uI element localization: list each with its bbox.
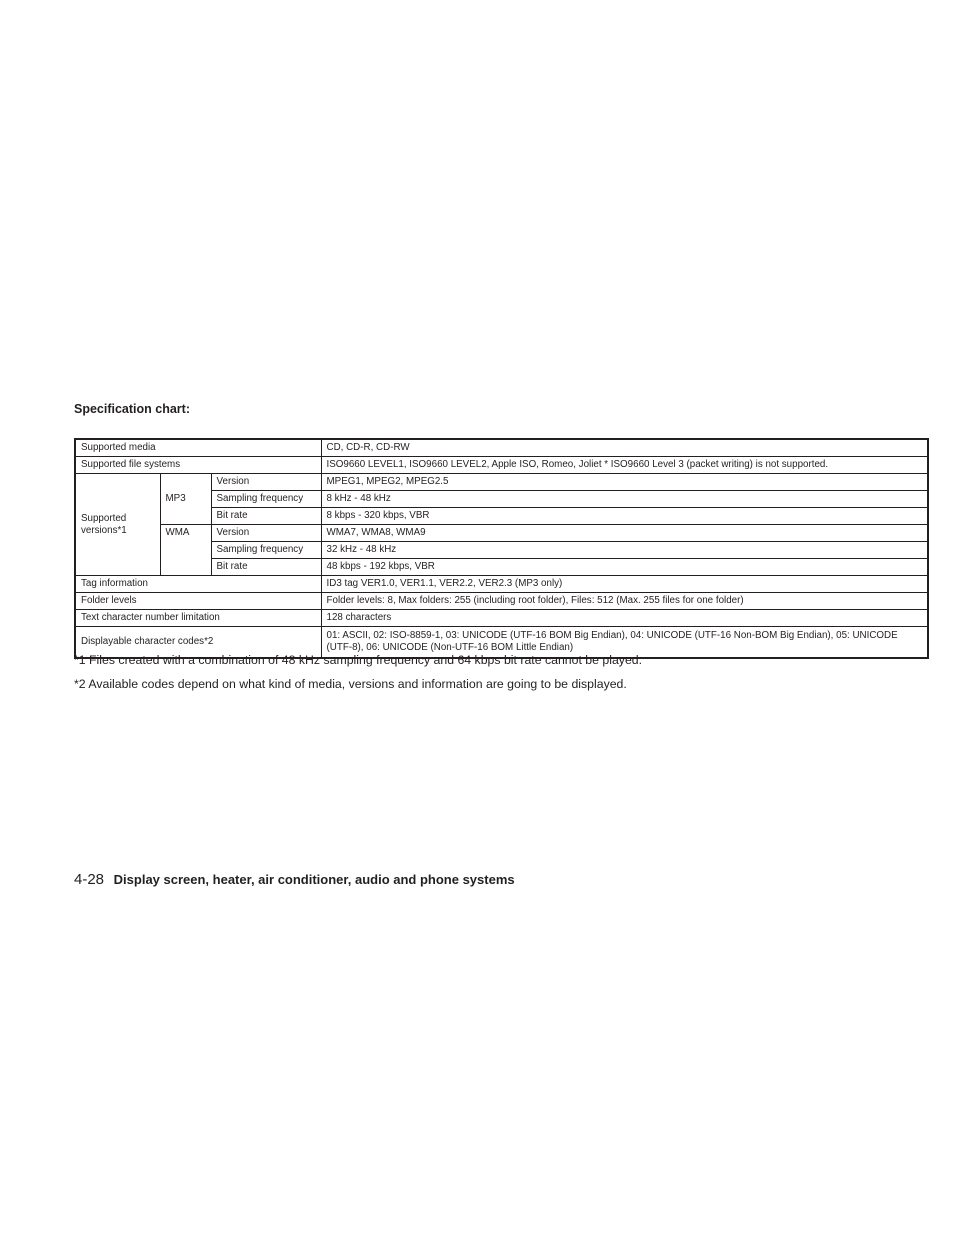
value-wma-sampling: 32 kHz - 48 kHz xyxy=(321,542,928,559)
specification-table xyxy=(74,438,929,659)
page-footer xyxy=(74,871,515,888)
table-row-text-limit xyxy=(75,610,928,627)
table-row-mp3-version xyxy=(75,474,928,491)
label-mp3-version: Version xyxy=(211,474,321,491)
footnote-2: *2 Available codes depend on what kind of media, versions and information are going to be displayed. xyxy=(74,677,627,691)
label-wma: WMA xyxy=(160,525,211,576)
value-mp3-version: MPEG1, MPEG2, MPEG2.5 xyxy=(321,474,928,491)
label-file-systems: Supported file systems xyxy=(75,457,321,474)
value-mp3-bitrate: 8 kbps - 320 kbps, VBR xyxy=(321,508,928,525)
table-row-tag-info xyxy=(75,576,928,593)
label-wma-bitrate: Bit rate xyxy=(211,559,321,576)
value-tag-info: ID3 tag VER1.0, VER1.1, VER2.2, VER2.3 (MP3 only) xyxy=(321,576,928,593)
value-supported-media: CD, CD-R, CD-RW xyxy=(321,439,928,457)
value-text-limit: 128 characters xyxy=(321,610,928,627)
table-row-supported-media xyxy=(75,439,928,457)
label-mp3: MP3 xyxy=(160,474,211,525)
label-tag-info: Tag information xyxy=(75,576,321,593)
label-wma-sampling: Sampling frequency xyxy=(211,542,321,559)
label-mp3-sampling: Sampling frequency xyxy=(211,491,321,508)
label-folder-levels: Folder levels xyxy=(75,593,321,610)
value-folder-levels: Folder levels: 8, Max folders: 255 (including root folder), Files: 512 (Max. 255 files for one folder) xyxy=(321,593,928,610)
table-row-file-systems xyxy=(75,457,928,474)
label-supported-versions: Supported versions*1 xyxy=(75,474,160,576)
label-text-limit: Text character number limitation xyxy=(75,610,321,627)
value-wma-bitrate: 48 kbps - 192 kbps, VBR xyxy=(321,559,928,576)
table-row-folder-levels xyxy=(75,593,928,610)
table-row-wma-version xyxy=(75,525,928,542)
value-file-systems: ISO9660 LEVEL1, ISO9660 LEVEL2, Apple ISO, Romeo, Joliet * ISO9660 Level 3 (packet writing) is not supported. xyxy=(321,457,928,474)
section-heading: Specification chart: xyxy=(74,402,190,416)
label-character-codes: Displayable character codes*2 xyxy=(75,627,321,659)
footnote-1: *1 Files created with a combination of 48 kHz sampling frequency and 64 kbps bit rate cannot be played. xyxy=(74,653,643,667)
value-wma-version: WMA7, WMA8, WMA9 xyxy=(321,525,928,542)
label-supported-media: Supported media xyxy=(75,439,321,457)
value-character-codes: 01: ASCII, 02: ISO-8859-1, 03: UNICODE (UTF-16 BOM Big Endian), 04: UNICODE (UTF-16 Non-BOM Big Endian), 05: UNICODE (UTF-8), 06: UNICODE (Non-UTF-16 BOM Little Endian) xyxy=(321,627,928,659)
value-mp3-sampling: 8 kHz - 48 kHz xyxy=(321,491,928,508)
page-number: 4-28 xyxy=(74,871,105,888)
label-wma-version: Version xyxy=(211,525,321,542)
section-title: Display screen, heater, air conditioner, audio and phone systems xyxy=(113,872,515,887)
label-mp3-bitrate: Bit rate xyxy=(211,508,321,525)
